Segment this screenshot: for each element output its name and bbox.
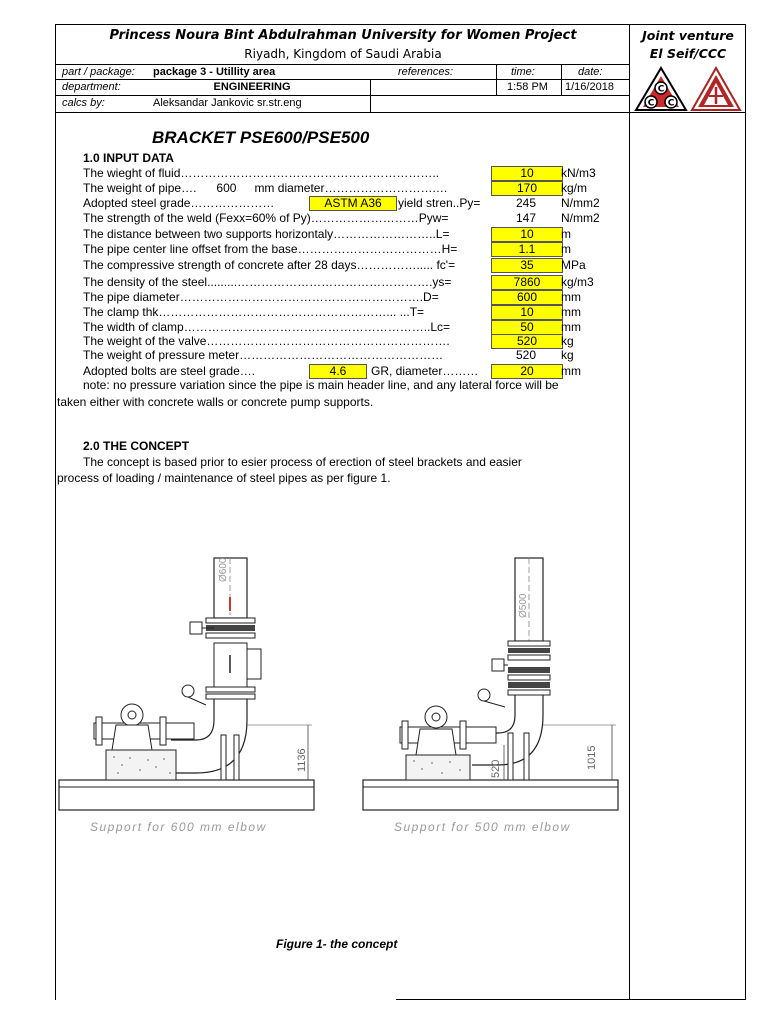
department-label: department:: [62, 81, 121, 93]
right-pipe-label: Ø500: [518, 593, 529, 618]
unit-meter-weight: kg: [561, 348, 574, 362]
frame-top: [55, 24, 746, 25]
input-value-clamp-width[interactable]: 50: [491, 320, 563, 335]
input-value-valve-weight[interactable]: 520: [491, 334, 563, 349]
unit-weld: N/mm2: [561, 211, 600, 225]
concept-line-1: The concept is based prior to esier process of erection of steel brackets and easier: [83, 455, 522, 469]
unit-steel-density: kg/m3: [561, 275, 594, 289]
input-row-pipe-diameter: The pipe diameter…………………………………………………….D=: [83, 290, 439, 304]
elseif-logo: [690, 66, 742, 112]
frame-bottom: [396, 999, 746, 1000]
input-value-weld: 147: [515, 211, 537, 225]
svg-text:C: C: [667, 98, 675, 109]
input-row-concrete: The compressive strength of concrete after 28 days……………..... fc'=: [83, 258, 456, 272]
frame-mid: [629, 24, 630, 1000]
input-row-weld: The strength of the weld (Fexx=60% of Py)………………………Pyw=: [83, 211, 449, 225]
input-value-pipe-weight[interactable]: 170: [491, 181, 563, 196]
input-bolt-grade[interactable]: 4.6: [309, 364, 367, 379]
jv-line-2: El Seif/CCC: [649, 46, 727, 61]
unit-bolt-diameter: mm: [561, 364, 581, 378]
unit-distance: m: [561, 227, 571, 241]
input-row-distance: The distance between two supports horizontaly……………………..L=: [83, 227, 450, 241]
project-location: Riyadh, Kingdom of Saudi Arabia: [244, 47, 442, 61]
input-row-offset: The pipe center line offset from the base………………………………H=: [83, 242, 458, 256]
unit-clamp-width: mm: [561, 320, 581, 334]
unit-clamp-thk: mm: [561, 305, 581, 319]
input-value-steel-density[interactable]: 7860: [491, 275, 563, 290]
input-value-distance[interactable]: 10: [491, 227, 563, 242]
input-row-bolts: Adopted bolts are steel grade….: [83, 364, 256, 378]
meta-line-2: [55, 95, 630, 96]
date-value: 1/16/2018: [565, 81, 614, 93]
unit-pipe-weight: kg/m: [561, 181, 588, 195]
input-row-clamp-width: The width of clamp……………………………………………………..Lc=: [83, 320, 451, 334]
unit-concrete: MPa: [561, 258, 586, 272]
part-label: part / package:: [62, 66, 135, 78]
note-line-2: taken either with concrete walls or concrete pump supports.: [57, 395, 374, 409]
bolt-diameter-label: GR, diameter………: [371, 364, 479, 378]
calcs-value: Aleksandar Jankovic sr.str.eng: [153, 97, 302, 109]
meta-vline-2: [496, 64, 497, 95]
input-value-fluid[interactable]: 10: [491, 166, 563, 181]
right-dim-label: 1015: [586, 745, 598, 770]
input-row-valve-weight: The weight of the valve…………………………………………………….: [83, 334, 450, 348]
meta-vline-3: [561, 64, 562, 95]
left-pipe-label: Ø600: [218, 557, 229, 582]
time-value: 1:58 PM: [507, 81, 548, 93]
page-title: BRACKET PSE600/PSE500: [152, 128, 370, 147]
note-line-1: note: no pressure variation since the pipe is main header line, and any lateral force will be: [83, 378, 559, 392]
input-value-yield: 245: [515, 196, 537, 210]
input-row-clamp-thk: The clamp thk…………………………………………………... ...T=: [83, 305, 425, 319]
frame-left: [55, 24, 56, 1000]
unit-fluid: kN/m3: [561, 166, 596, 180]
unit-offset: m: [561, 242, 571, 256]
meta-line-1: [55, 79, 630, 80]
input-row-steel-grade: Adopted steel grade…………………: [83, 196, 275, 210]
input-row-meter-weight: The weight of pressure meter……………………………………………: [83, 348, 444, 362]
input-value-clamp-thk[interactable]: 10: [491, 305, 563, 320]
input-heading: 1.0 INPUT DATA: [83, 151, 174, 165]
frame-header-bottom: [55, 64, 630, 65]
time-label: time:: [511, 66, 535, 78]
svg-text:C: C: [657, 84, 665, 95]
left-figure-caption: Support for 600 mm elbow: [90, 820, 267, 834]
input-value-concrete[interactable]: 35: [491, 258, 563, 273]
unit-yield: N/mm2: [561, 196, 600, 210]
unit-pipe-diameter: mm: [561, 290, 581, 304]
right-figure-caption: Support for 500 mm elbow: [394, 820, 571, 834]
left-dim-label: 1136: [296, 748, 308, 772]
part-value: package 3 - Utillity area: [153, 66, 276, 78]
department-value: ENGINEERING: [213, 81, 291, 93]
frame-right: [745, 24, 746, 1000]
figure-right-drawing: [360, 555, 620, 820]
svg-text:C: C: [647, 98, 655, 109]
figure-caption: Figure 1- the concept: [276, 937, 398, 951]
concept-line-2: process of loading / maintenance of steel pipes as per figure 1.: [57, 471, 391, 485]
input-row-pipe-weight: The weight of pipe…. 600 mm diameter……………………….…: [83, 181, 448, 195]
input-value-offset[interactable]: 1.1: [491, 242, 563, 257]
input-row-steel-density: The density of the steel.........………………………………………….ys=: [83, 275, 452, 289]
ccc-logo: [634, 66, 688, 112]
jv-line-1: Joint venture: [642, 28, 734, 43]
input-value-meter-weight: 520: [515, 348, 537, 362]
input-value-bolt-diameter[interactable]: 20: [491, 364, 563, 379]
input-steel-grade[interactable]: ASTM A36: [309, 196, 397, 211]
project-title: Princess Noura Bint Abdulrahman University for Women Project: [109, 28, 577, 43]
yield-strength-label: yield stren..Py=: [398, 196, 481, 210]
meta-vline-1: [370, 79, 371, 112]
input-row-fluid: The wieght of fluid………………………………………………………..: [83, 166, 440, 180]
calcs-label: calcs by:: [62, 97, 105, 109]
frame-meta-bottom: [55, 112, 746, 113]
input-value-pipe-diameter[interactable]: 600: [491, 290, 563, 305]
date-label: date:: [578, 66, 603, 78]
concept-heading: 2.0 THE CONCEPT: [83, 439, 190, 453]
references-label: references:: [398, 66, 454, 78]
right-dim-label-2: 520: [490, 759, 502, 778]
figure-left-drawing: [56, 555, 316, 820]
unit-valve-weight: kg: [561, 334, 574, 348]
